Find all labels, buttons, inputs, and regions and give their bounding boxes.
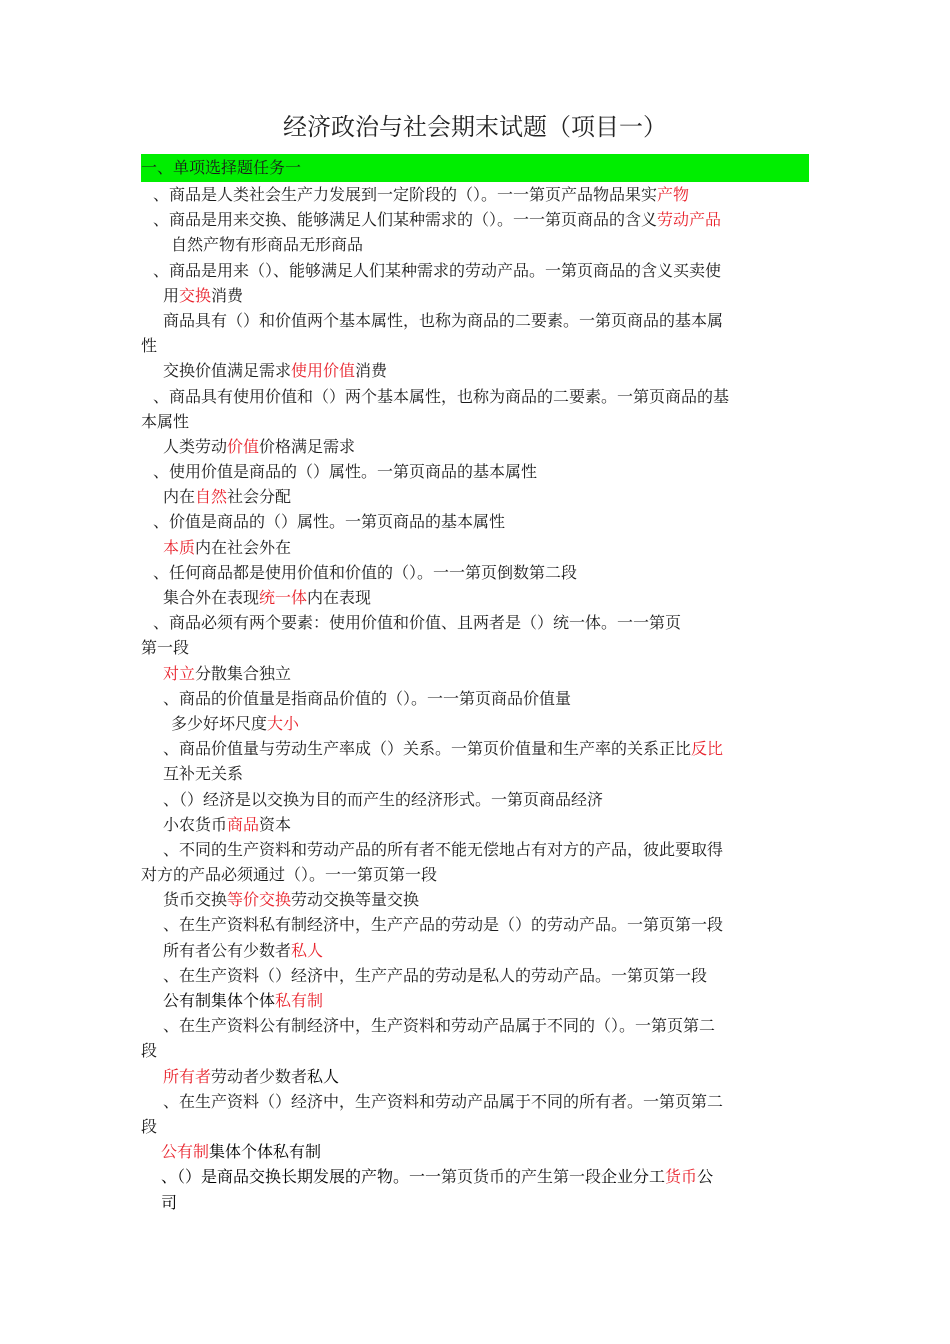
line-text: 、商品是用来交换、能够满足人们某种需求的（）。一一第页商品的含义	[153, 210, 658, 230]
line-text: 消费	[211, 285, 244, 305]
text-line	[141, 1038, 809, 1063]
text-line	[141, 283, 809, 308]
line-text: 、任何商品都是使用价值和价值的（）。一一第页倒数第二段	[153, 562, 578, 582]
text-line	[141, 509, 809, 534]
line-text: 所有者公有少数者	[163, 940, 292, 960]
answer-text: 货币	[665, 1167, 698, 1187]
line-text: 、（）是商品交换长期发展的产物。一一	[161, 1167, 442, 1187]
answer-text: 使用价值	[291, 361, 356, 381]
answer-text: 大小	[267, 713, 300, 733]
question-list	[141, 182, 809, 1215]
answer-text: 自然	[195, 487, 228, 507]
text-line	[141, 560, 809, 585]
line-text: 货币交换	[163, 890, 228, 910]
text-line	[141, 484, 809, 509]
line-text: 企业分工	[601, 1167, 666, 1187]
line-text: 公	[697, 1167, 714, 1187]
line-text: 商品具有（）和价值两个基本属性，也称为商品的二要素。一第页商品的基本属	[163, 310, 724, 330]
line-text: 、在生产资料公有制经济中，生产资料和劳动产品属于不同的（）。一第页第二	[163, 1016, 716, 1036]
line-text: 劳动者少数者	[211, 1066, 308, 1086]
line-text: 、商品是人类社会生产力发展到一定阶段的（）。一一第页产品物品果实	[153, 185, 658, 204]
text-line	[141, 1064, 809, 1089]
text-line	[141, 384, 809, 409]
line-text: 小农货币	[163, 814, 228, 834]
line-text: 段	[141, 1116, 158, 1136]
line-text: 交换价值满足需求	[163, 361, 292, 381]
text-line	[141, 1164, 809, 1189]
line-text: 内在社会外在	[195, 537, 292, 557]
line-text: 互补无关系	[163, 764, 244, 784]
answer-text: 劳动产品	[657, 210, 722, 230]
text-line	[141, 182, 809, 207]
line-text: 、商品具有使用价值和（）两个基本属性，也称为商品的二要素。一第页商品的基	[153, 386, 730, 406]
line-text: 分散集合独立	[195, 663, 292, 683]
text-line	[141, 308, 809, 333]
line-text: 社会分配	[227, 487, 292, 507]
line-text: 、（）经济是以交换为目的而产生的经济形式。一第页商品经济	[163, 789, 604, 809]
answer-text: 本质	[163, 537, 196, 557]
text-line	[141, 585, 809, 610]
answer-text: 统一体	[259, 588, 308, 607]
line-text: 人类劳动	[163, 436, 228, 456]
text-line	[141, 938, 809, 963]
line-text: 、在生产资料（）经济中，生产资料和劳动产品属于不同的所有者。一第页第二	[163, 1091, 724, 1111]
text-line	[141, 207, 809, 232]
text-line	[141, 711, 809, 736]
text-line	[141, 610, 809, 635]
line-text: 内在	[163, 487, 196, 507]
text-line	[141, 459, 809, 484]
line-text: 、使用价值是商品的（）属性。一第页商品的基本属性	[153, 462, 538, 482]
line-text: 、在生产资料（）经济中，生产产品的劳动是私人的劳动产品。一第页第一段	[163, 965, 708, 985]
line-text: 多少好坏尺度	[171, 713, 268, 733]
line-text: 资本	[259, 814, 292, 834]
answer-text: 私人	[291, 940, 324, 960]
text-line	[141, 761, 809, 786]
answer-text: 价值	[227, 436, 260, 456]
answer-text: 产物	[657, 185, 690, 204]
text-line	[141, 787, 809, 812]
text-line	[141, 736, 809, 761]
line-text: 本属性	[141, 411, 190, 431]
line-text: 自然产物有形商品无形商品	[171, 235, 364, 255]
text-line	[141, 686, 809, 711]
line-text: 价格满足需求	[259, 436, 356, 456]
text-line	[141, 1190, 809, 1215]
line-text: 司	[161, 1192, 178, 1212]
text-line	[141, 988, 809, 1013]
line-text: 性	[141, 336, 158, 356]
line-text: 对方的产品必须通过（）。一一第页第一段	[141, 865, 438, 885]
answer-text: 所有者	[163, 1066, 212, 1086]
line-text: 集体个体私有制	[209, 1142, 322, 1162]
text-line	[141, 358, 809, 383]
line-text: 私人	[307, 1066, 340, 1086]
text-line	[141, 837, 809, 862]
text-line	[141, 333, 809, 358]
text-line	[141, 661, 809, 686]
line-text: 用	[163, 285, 180, 305]
text-line	[141, 862, 809, 887]
text-line	[141, 812, 809, 837]
line-text: 、价值是商品的（）属性。一第页商品的基本属性	[153, 512, 506, 532]
line-text: 、商品的价值量是指商品价值的（）。一一第页商品价值量	[163, 688, 572, 708]
answer-text: 交换	[179, 285, 212, 305]
text-line	[141, 409, 809, 434]
answer-text: 等价交换	[227, 890, 292, 910]
text-line	[141, 535, 809, 560]
line-text: 劳动交换等量交换	[291, 890, 420, 910]
answer-text: 反比	[691, 739, 724, 759]
text-line	[141, 963, 809, 988]
line-text: 第一段	[141, 638, 190, 658]
line-text: 公有制集体个体	[163, 991, 276, 1010]
text-line	[141, 887, 809, 912]
text-line	[141, 434, 809, 459]
text-line	[141, 258, 809, 283]
answer-text: 商品	[227, 814, 260, 834]
line-text: 、商品是用来（）、能够满足人们某种需求的劳动产品。一第页商品的含义买卖使	[153, 260, 722, 280]
line-text: 段	[141, 1041, 158, 1061]
text-line	[141, 1139, 809, 1164]
answer-text: 对立	[163, 663, 196, 683]
line-text: 集合外在表现	[163, 588, 260, 607]
line-text: 、商品必须有两个要素：使用价值和价值、且两者是（）统一体。一一第页	[153, 613, 682, 633]
line-text: 、不同的生产资料和劳动产品的所有者不能无偿地占有对方的产品，彼此要取得	[163, 839, 724, 859]
line-text: 第页货币的产生第一段	[441, 1167, 602, 1187]
line-text: 、在生产资料私有制经济中，生产产品的劳动是（）的劳动产品。一第页第一段	[163, 915, 724, 935]
text-line	[141, 1089, 809, 1114]
text-line	[141, 1013, 809, 1038]
answer-text: 私有制	[275, 991, 324, 1010]
answer-text: 公有制	[161, 1142, 210, 1162]
line-text: 内在表现	[307, 588, 372, 607]
line-text: 、商品价值量与劳动生产率成（）关系。一第页价值量和生产率的关系正比	[163, 739, 692, 759]
text-line	[141, 635, 809, 660]
section-heading: 一、单项选择题任务一	[141, 154, 809, 182]
text-line	[141, 912, 809, 937]
text-line	[141, 1114, 809, 1139]
line-text: 消费	[355, 361, 388, 381]
text-line	[141, 232, 809, 257]
page-title: 经济政治与社会期末试题（项目一）	[283, 113, 667, 141]
